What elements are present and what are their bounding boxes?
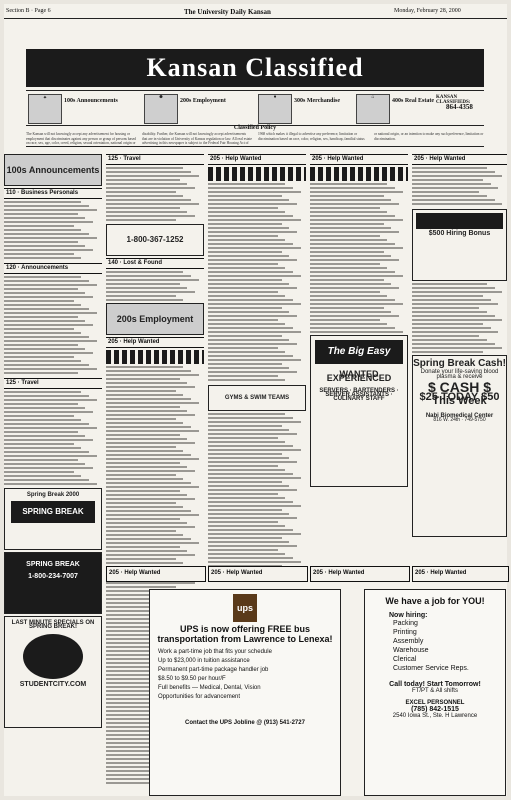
spring-cash-ad — [412, 355, 507, 537]
index-announcements: 100s Announcements — [64, 98, 118, 104]
realestate-icon: ⌂ — [356, 94, 390, 124]
index-employment: 200s Employment — [180, 98, 226, 104]
excel-ad — [364, 589, 506, 796]
excel-title: We have a job for YOU! — [385, 596, 485, 606]
section-lostfound: 140 · Lost & Found — [106, 258, 204, 269]
column-1 — [4, 152, 102, 792]
people-icon-row — [208, 167, 306, 181]
section-helpwanted-col3: 205 · Help Wanted — [208, 154, 306, 165]
spring-break-title: Spring Break 2000 — [26, 492, 80, 498]
ups-item: Work a part-time job that fits your schedule — [158, 649, 272, 655]
paper-name: The University Daily Kansan — [184, 8, 271, 16]
contact-phone: 864-4358 — [446, 103, 473, 111]
hw-strip-label: 205 · Help Wanted — [211, 570, 263, 576]
policy-text: The Kansan will not knowingly accept any advertisement for housing or employment that discriminates against any person or group of persons based on race, sex, age, color, creed, religion, sexual orientation, national origin or disability. Further, the Kansan will not knowingly accept advertisements that are in violation of University of Kansas regulation or law. All real estate advertising in this newspaper is subject to the Federal Fair Housing Act of 1968 which makes it illegal to advertise any preference, limitation or discrimination based on race, color, religion, sex, handicap, familial status or national origin, or an intention to make any such preference, limitation or discrimination. — [26, 132, 484, 145]
spring-cash-title: Spring Break Cash! — [413, 358, 506, 369]
big-easy-logo: The Big Easy — [315, 340, 403, 364]
wanted-title: WANTED EXPERIENCED — [326, 369, 392, 384]
hiring-bonus: $500 Hiring Bonus — [428, 230, 491, 237]
hiring-logo — [416, 213, 503, 229]
filler-text — [208, 413, 306, 573]
people-icon-row — [310, 167, 408, 181]
filler-text — [4, 391, 102, 486]
excel-phone: (785) 842-1515 — [411, 706, 459, 713]
hw-strip-4 — [310, 566, 410, 582]
section-label: Section B · Page 6 — [6, 8, 51, 14]
filler-text — [412, 283, 507, 353]
classified-banner: Kansan Classified — [26, 49, 484, 87]
section-travel-125-b: 125 · Travel — [106, 154, 204, 165]
excel-item: Warehouse — [393, 647, 429, 654]
ups-item: Opportunities for advancement — [158, 694, 241, 700]
section-announcements-120: 120 · Announcements — [4, 263, 102, 274]
big-easy-ad — [310, 335, 408, 487]
excel-item: Printing — [393, 629, 417, 636]
excel-list — [393, 619, 505, 673]
policy-title: Classified Policy — [233, 125, 277, 131]
section-helpwanted-col5: 205 · Help Wanted — [412, 154, 507, 165]
filler-text — [106, 167, 204, 222]
section-helpwanted-col4: 205 · Help Wanted — [310, 154, 408, 165]
hw-strip-label: 205 · Help Wanted — [109, 570, 161, 576]
section-200s: 200s Employment — [106, 303, 204, 335]
hw-strip-label: 205 · Help Wanted — [313, 570, 365, 576]
hiring-bonus-ad — [412, 209, 507, 281]
hw-strip-5 — [412, 566, 509, 582]
last-minute-ad — [4, 616, 102, 728]
excel-item: Customer Service Reps. — [393, 665, 469, 672]
section-100s: 100s Announcements — [4, 154, 102, 186]
globe-graphic — [23, 634, 83, 679]
excel-hiring: Now hiring: — [389, 612, 428, 619]
spring-cash-offer: $25 TODAY $50 This Week — [419, 391, 500, 408]
ups-ad — [149, 589, 341, 796]
ups-logo-icon: ups — [233, 594, 257, 622]
spring-break-phone: 1-800-234-7007 — [28, 573, 78, 581]
announcements-icon: ✦ — [28, 94, 62, 124]
spring-break-ad-1 — [4, 488, 102, 550]
filler-text — [310, 183, 408, 333]
excel-shift: FT/PT & All shifts — [412, 688, 458, 694]
page-header — [4, 6, 507, 19]
section-helpwanted-205: 205 · Help Wanted — [106, 337, 204, 348]
filler-text — [4, 201, 102, 261]
hw-strip-2 — [106, 566, 206, 582]
excel-item: Packing — [393, 620, 418, 627]
spring-break-headline: SPRING BREAK — [26, 561, 80, 568]
excel-call: Call today! Start Tomorrow! — [389, 681, 481, 688]
excel-name: EXCEL PERSONNEL — [405, 700, 465, 706]
spring-cash-body: Donate your life-saving blood plasma & receive — [420, 369, 499, 380]
contact-title: KANSAN CLASSIFIEDS: — [436, 95, 471, 105]
studentcity-logo: STUDENTCITY.COM — [19, 680, 87, 688]
ups-bullets — [158, 648, 332, 702]
ups-item: Up to $23,000 in tuition assistance — [158, 658, 250, 664]
last-minute-title: LAST MINUTE SPECIALS ON SPRING BREAK! — [11, 620, 95, 631]
employment-icon: ☻ — [144, 94, 178, 124]
spring-break-logo: SPRING BREAK — [11, 501, 95, 523]
section-business: 110 · Business Personals — [4, 188, 102, 199]
classified-index — [26, 90, 484, 126]
filler-text — [106, 271, 204, 301]
nabi-address: 816 W. 24th · 749-5750 — [433, 417, 486, 424]
filler-text — [412, 167, 507, 207]
ups-contact: Contact the UPS Jobline @ (913) 541-2727 — [185, 720, 305, 726]
filler-text — [208, 183, 306, 383]
merchandise-icon: ♦ — [258, 94, 292, 124]
ups-item: Full benefits — Medical, Dental, Vision — [158, 685, 261, 691]
index-realestate: 400s Real Estate — [392, 98, 434, 104]
spring-break-ad-2 — [4, 552, 102, 614]
section-travel-125: 125 · Travel — [4, 378, 102, 389]
hw-strip-label: 205 · Help Wanted — [415, 570, 467, 576]
excel-address: 2540 Iowa St., Ste. H Lawrence — [392, 713, 478, 719]
excel-item: Assembly — [393, 638, 424, 645]
udk-phone-ad: 1-800-367-1252 — [106, 224, 204, 256]
ups-item: $8.50 to $9.50 per hour/F — [158, 676, 226, 682]
gyms-ad: GYMS & SWIM TEAMS — [208, 385, 306, 411]
spring-cash-amount: $ CASH $ — [427, 378, 492, 395]
ups-title: UPS is now offering FREE bus transportation from Lawrence to Lenexa! — [157, 624, 333, 644]
excel-item: Clerical — [393, 656, 417, 663]
hw-strip-3 — [208, 566, 308, 582]
filler-text — [4, 276, 102, 376]
people-icon-row — [106, 350, 204, 364]
ups-item: Permanent part-time package handler job — [158, 667, 269, 673]
wanted-roles: SERVERS · BARTENDERS · SERVER ASSISTANTS · CULINARY STAFF — [319, 387, 399, 403]
issue-date: Monday, February 28, 2000 — [394, 8, 461, 14]
index-merchandise: 300s Merchandise — [294, 98, 341, 104]
newspaper-page — [4, 4, 507, 796]
nabi-name: Nabi Biomedical Center — [425, 412, 494, 419]
